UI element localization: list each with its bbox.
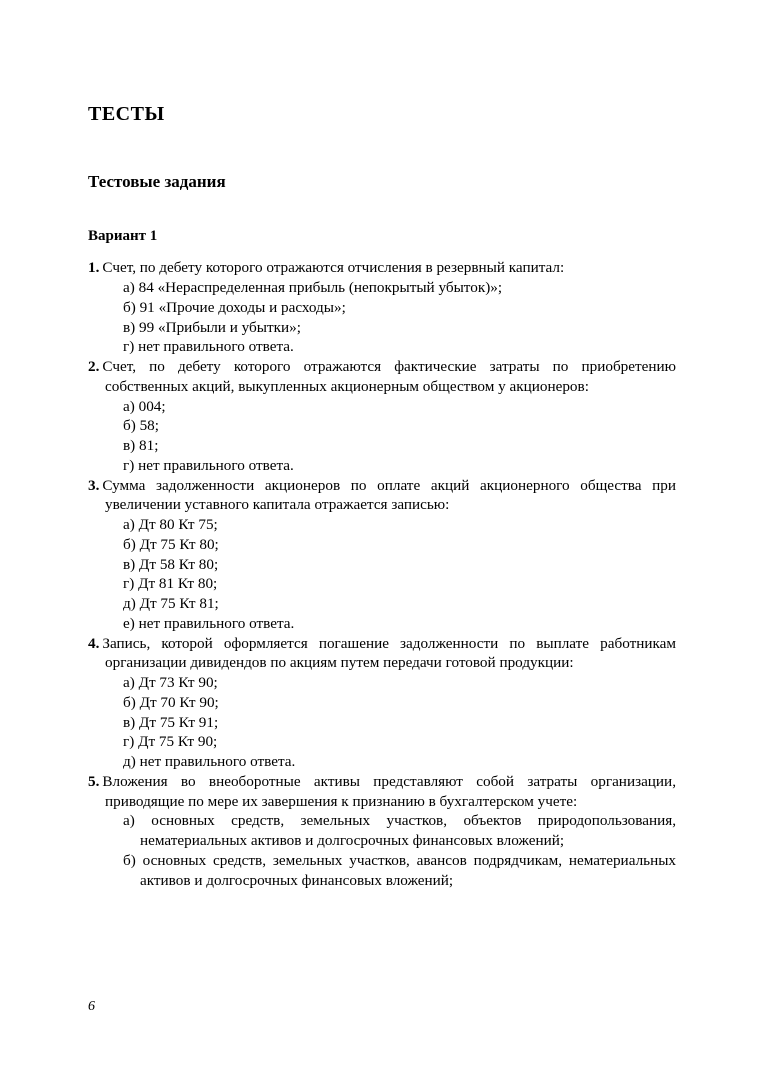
question-body: Запись, которой оформляется погашение задолженности по выплате работникам организации дивидендов по акциям путем передачи готовой продукции: xyxy=(102,634,676,672)
page-content xyxy=(88,102,676,890)
question-number: 5. xyxy=(88,772,100,790)
question-item xyxy=(88,476,676,634)
question-body: Счет, по дебету которого отражаются отчисления в резервный капитал: xyxy=(102,259,565,277)
option-list xyxy=(88,278,676,357)
question-text xyxy=(88,476,676,516)
question-list xyxy=(88,258,676,890)
option-item: б) Дт 75 Кт 80; xyxy=(123,535,219,553)
question-number: 2. xyxy=(88,358,100,376)
question-body: Вложения во внеоборотные активы представляют собой затраты организации, приводящие по мере их завершения к признанию в бухгалтерском учете: xyxy=(102,772,676,810)
option-item: г) нет правильного ответа. xyxy=(123,338,294,356)
option-item: в) Дт 58 Кт 80; xyxy=(123,555,219,573)
option-item: а) Дт 80 Кт 75; xyxy=(123,516,218,534)
option-item: д) нет правильного ответа. xyxy=(123,753,296,771)
option-item: в) 81; xyxy=(123,437,159,455)
option-item: г) Дт 75 Кт 90; xyxy=(123,733,218,751)
option-item: б) основных средств, земельных участков, авансов подрядчикам, нематериальных активов и долгосрочных финансовых вложений; xyxy=(123,851,676,889)
question-body: Счет, по дебету которого отражаются фактические затраты по приобретению собственных акций, выкупленных акционерным обществом у акционеров: xyxy=(102,358,676,395)
question-body: Сумма задолженности акционеров по оплате акций акционерного общества при увеличении уставного капитала отражается записью: xyxy=(102,476,676,514)
option-item: б) 58; xyxy=(123,417,159,435)
question-item xyxy=(88,634,676,772)
question-item xyxy=(88,258,676,357)
question-item xyxy=(88,772,676,891)
option-item: е) нет правильного ответа. xyxy=(123,614,295,632)
option-item: в) Дт 75 Кт 91; xyxy=(123,713,219,731)
option-list xyxy=(88,397,676,476)
option-item: а) Дт 73 Кт 90; xyxy=(123,674,218,692)
question-item xyxy=(88,357,676,476)
page-number: 6 xyxy=(88,999,95,1014)
option-item: а) 84 «Нераспределенная прибыль (непокрытый убыток)»; xyxy=(123,279,503,297)
option-item: б) Дт 70 Кт 90; xyxy=(123,693,219,711)
option-list xyxy=(88,673,676,772)
option-item: г) нет правильного ответа. xyxy=(123,456,294,474)
question-text xyxy=(88,772,676,812)
option-item: г) Дт 81 Кт 80; xyxy=(123,575,218,593)
question-text xyxy=(88,357,676,397)
option-list xyxy=(88,515,676,634)
option-item: б) 91 «Прочие доходы и расходы»; xyxy=(123,298,346,316)
question-text xyxy=(88,258,676,278)
question-number: 1. xyxy=(88,259,100,277)
question-number: 3. xyxy=(88,476,100,494)
question-text xyxy=(88,634,676,674)
option-item: д) Дт 75 Кт 81; xyxy=(123,595,219,613)
variant-title: Вариант 1 xyxy=(88,228,158,245)
option-list xyxy=(88,811,676,890)
question-number: 4. xyxy=(88,634,100,652)
page-title: ТЕСТЫ xyxy=(88,103,165,125)
option-item: а) основных средств, земельных участков, объектов природопользования, нематериальных активов и долгосрочных финансовых вложений; xyxy=(123,812,676,850)
option-item: в) 99 «Прибыли и убытки»; xyxy=(123,318,301,336)
option-item: а) 004; xyxy=(123,397,166,415)
section-title: Тестовые задания xyxy=(88,172,226,191)
